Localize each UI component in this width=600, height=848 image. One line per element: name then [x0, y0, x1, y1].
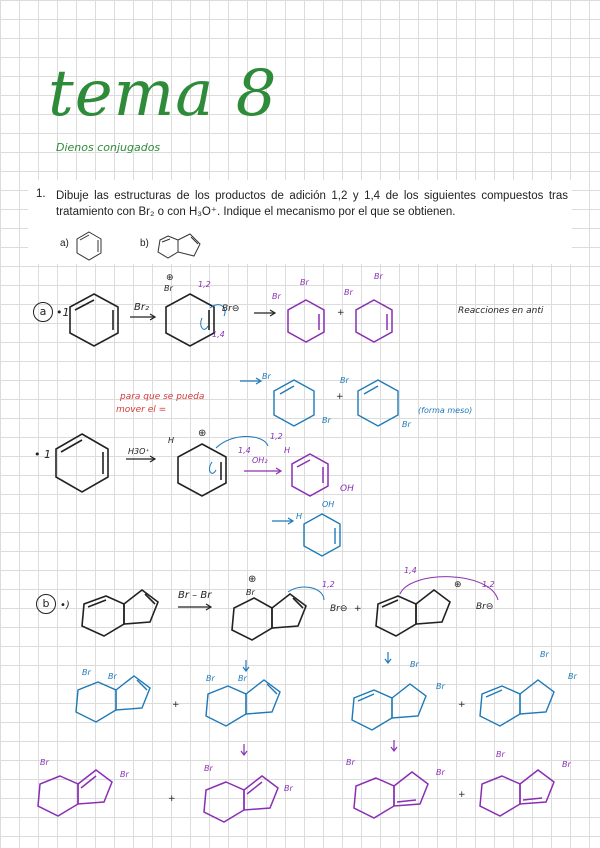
br-blue-b4a: Br [540, 650, 549, 659]
purple-product-b2 [200, 766, 296, 832]
plus-b-row2a: + [168, 794, 176, 804]
reagent-brbr: Br – Br [178, 590, 212, 601]
h-prod-12: H [296, 512, 303, 521]
purple-product-b4 [476, 760, 572, 826]
down-arrow-4 [390, 740, 398, 752]
label-12-b2: 1,2 [482, 580, 495, 589]
product-14-alcohol [286, 448, 342, 506]
bromonium-intermediate-b1 [228, 586, 324, 652]
br-blue-b3a: Br [410, 660, 419, 669]
blue-product-b4 [478, 670, 568, 730]
br-blue-4: Br [402, 420, 411, 429]
br-blue-1: Br [262, 372, 271, 381]
plus-blue: + [336, 392, 344, 402]
br-minus-a1: Br⊖ [222, 304, 240, 314]
product-12-alcohol [298, 506, 354, 566]
reactant-bicyclic-diene [76, 580, 166, 646]
br-blue-b2b: Br [238, 674, 247, 683]
plus-charge-2: ⊕ [198, 428, 207, 439]
reagent-br2: Br₂ [134, 302, 149, 313]
note-para-que-1: para que se pueda [120, 392, 205, 402]
plus-charge-b1: ⊕ [248, 574, 257, 585]
br-purple-b2b: Br [284, 784, 293, 793]
cyclohexadiene-structure-a [76, 230, 106, 262]
blue-product-b1 [74, 672, 164, 732]
br-purple-b4b: Br [562, 760, 571, 769]
label-14-a1: 1,4 [212, 330, 225, 339]
br-purple-b4a: Br [496, 750, 505, 759]
br-purple-b3a: Br [346, 758, 355, 767]
page-subtitle: Dienos conjugados [56, 141, 161, 154]
plus-b-row2b: + [458, 790, 466, 800]
plus-b-mid: + [354, 604, 362, 614]
purple-product-b1 [34, 760, 134, 826]
oh-prod-12: OH [322, 500, 335, 509]
part-b-label: b [36, 594, 56, 614]
question-text: Dibuje las estructuras de los productos de adición 1,2 y 1,4 de los siguientes compuestos tras tratamiento con Br₂ o con H₃O⁺. Indique el mecanismo por el que se obtienen. [56, 190, 568, 218]
br-minus-b1: Br⊖ [330, 604, 348, 614]
product-14-dibromide [350, 290, 406, 350]
note-para-que-2: mover el = [116, 405, 167, 415]
label-14-a2: 1,4 [238, 446, 251, 455]
arrow-to-12-product [272, 518, 296, 524]
down-arrow-2 [384, 652, 392, 664]
down-arrow-3 [240, 744, 248, 756]
page-title: tema 8 [48, 57, 278, 131]
question-number: 1. [36, 188, 46, 200]
note-forma-meso: (forma meso) [418, 406, 473, 415]
label-14-b2: 1,4 [404, 566, 417, 575]
br-int-b1: Br [246, 588, 255, 597]
br-minus-b2: Br⊖ [476, 602, 494, 612]
reaction-arrow-b [178, 604, 214, 610]
part-b-bullet: •) [60, 600, 70, 611]
br-blue-b1a: Br [82, 668, 91, 677]
plus-charge-1: ⊕ [166, 273, 174, 283]
option-a-label: a) [60, 238, 69, 249]
br-prod2-top: Br [374, 272, 383, 281]
br-plus-b2: ⊕ [454, 580, 462, 590]
note-anti: Reacciones en anti [458, 306, 544, 316]
br-blue-3: Br [340, 376, 349, 385]
br-blue-2: Br [322, 416, 331, 425]
reaction-arrow-3 [126, 456, 158, 462]
br-blue-b2a: Br [206, 674, 215, 683]
plus-a1: + [337, 308, 345, 318]
br-purple-b1b: Br [120, 770, 129, 779]
option-b-label: b) [140, 238, 149, 249]
h-prod-14: H [284, 446, 291, 455]
br-purple-b2a: Br [204, 764, 213, 773]
plus-b-row1a: + [172, 700, 180, 710]
reaction-arrow-1 [130, 314, 158, 320]
br-prod1-top: Br [300, 278, 309, 287]
blue-product-b3 [350, 674, 440, 734]
br-label-int1: Br [164, 284, 173, 293]
bullet-1: •1 [56, 306, 70, 319]
oh2-label: OH₂ [252, 456, 268, 465]
bromonium-intermediate-1 [162, 286, 232, 352]
reagent-h3o: H3O⁺ [128, 447, 150, 456]
bullet-2: • 1 [34, 448, 51, 461]
reactant-cyclohexadiene-1 [66, 290, 122, 350]
arrow-to-14-product [244, 468, 284, 474]
label-12-a1: 1,2 [198, 280, 211, 289]
plus-b-row1b: + [458, 700, 466, 710]
carbocation-intermediate [172, 438, 242, 502]
bicyclic-diene-structure-b [156, 230, 206, 262]
part-a-label: a [33, 302, 53, 322]
br-prod1-left: Br [272, 292, 281, 301]
question-box [28, 180, 572, 264]
purple-product-b3 [350, 762, 446, 828]
blue-product-1 [268, 374, 324, 434]
blue-product-2 [352, 374, 408, 434]
down-arrow-1 [242, 660, 250, 672]
label-12-a2: 1,2 [270, 432, 283, 441]
label-12-b1: 1,2 [322, 580, 335, 589]
reaction-arrow-2 [254, 310, 278, 316]
br-blue-b3b: Br [436, 682, 445, 691]
br-blue-b4b: Br [568, 672, 577, 681]
reactant-cyclohexadiene-2 [52, 430, 114, 496]
h-label-int2: H [168, 436, 175, 445]
arrow-blue-1 [240, 378, 264, 384]
br-blue-b1b: Br [108, 672, 117, 681]
br-purple-b3b: Br [436, 768, 445, 777]
product-12-dibromide [282, 290, 338, 350]
br-purple-b1a: Br [40, 758, 49, 767]
br-prod2-left: Br [344, 288, 353, 297]
blue-product-b2 [204, 676, 294, 736]
oh-prod-14: OH [340, 484, 354, 494]
